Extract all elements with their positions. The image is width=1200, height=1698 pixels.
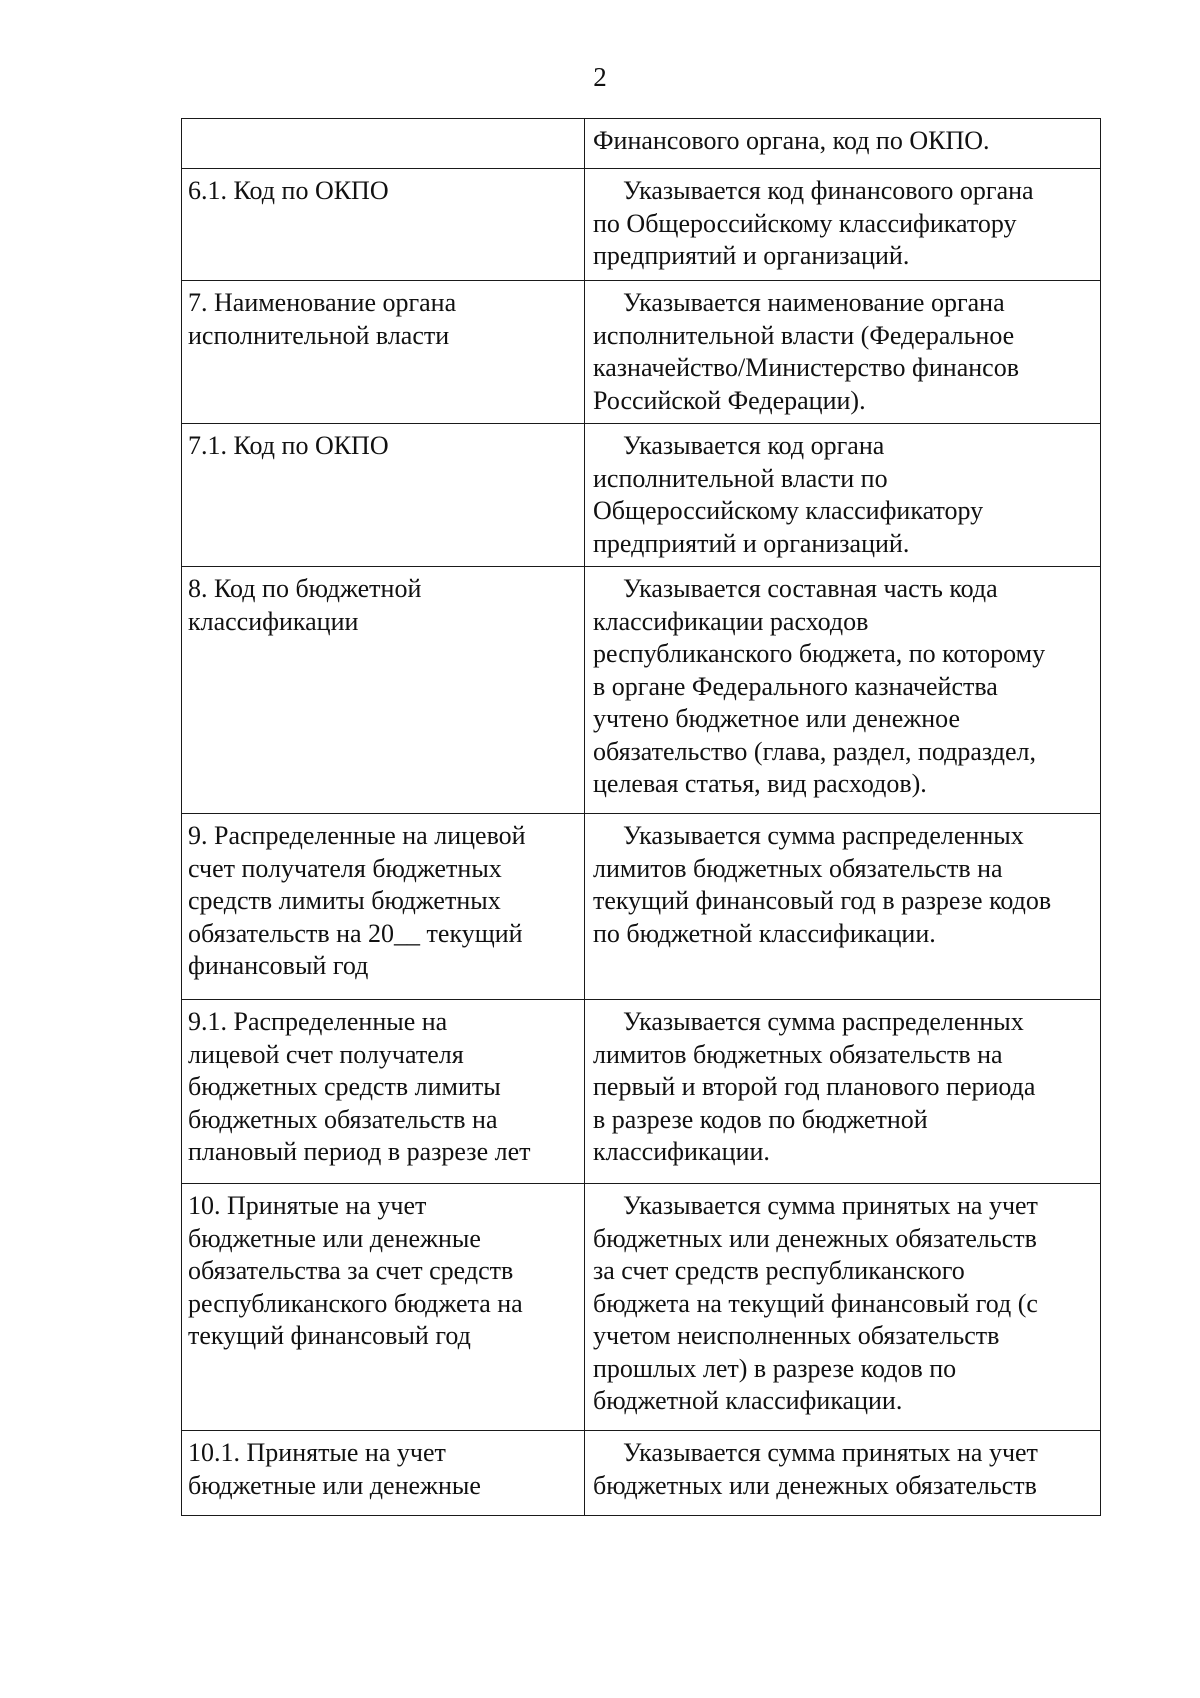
field-name-cell bbox=[182, 1000, 585, 1184]
field-description-text: Указывается сумма распределенных лимитов бюджетных обязательств на текущий финансовый год в разрезе кодов по бюджетной классификации. bbox=[593, 821, 1052, 948]
table-row bbox=[182, 1000, 1101, 1184]
field-description-text: Финансового органа, код по ОКПО. bbox=[593, 126, 990, 155]
field-name-text: 9.1. Распределенные на лицевой счет получателя бюджетных средств лимиты бюджетных обязательств на плановый период в разрезе лет bbox=[188, 1007, 531, 1166]
table-row bbox=[182, 281, 1101, 424]
field-description-cell bbox=[585, 1184, 1101, 1431]
field-description-text: Указывается сумма принятых на учет бюджетных или денежных обязательств за счет средств республиканского бюджета на текущий финансовый год (с учетом неисполненных обязательств прошлых лет) в разрезе кодов по бюджетной классификации. bbox=[593, 1191, 1038, 1415]
field-name-cell bbox=[182, 119, 585, 169]
field-description-cell bbox=[585, 119, 1101, 169]
field-description-text: Указывается код органа исполнительной власти по Общероссийскому классификатору предприятий и организаций. bbox=[593, 431, 984, 558]
field-name-text: 10. Принятые на учет бюджетные или денежные обязательства за счет средств республиканского бюджета на текущий финансовый год bbox=[188, 1191, 523, 1350]
field-description-text: Указывается составная часть кода классификации расходов республиканского бюджета, по которому в органе Федерального казначейства учтено бюджетное или денежное обязательство (глава, раздел, подраздел, целевая статья, вид расходов). bbox=[593, 574, 1046, 798]
field-name-cell bbox=[182, 169, 585, 281]
field-name-cell bbox=[182, 567, 585, 814]
field-name-cell bbox=[182, 281, 585, 424]
field-description-cell bbox=[585, 1431, 1101, 1516]
field-name-text: 9. Распределенные на лицевой счет получателя бюджетных средств лимиты бюджетных обязательств на 20__ текущий финансовый год bbox=[188, 821, 526, 980]
fields-description-table bbox=[181, 118, 1101, 1516]
field-description-text: Указывается сумма распределенных лимитов бюджетных обязательств на первый и второй год планового периода в разрезе кодов по бюджетной классификации. bbox=[593, 1007, 1036, 1166]
table-row bbox=[182, 1431, 1101, 1516]
field-description-text: Указывается сумма принятых на учет бюджетных или денежных обязательств bbox=[593, 1438, 1038, 1500]
field-name-text: 7.1. Код по ОКПО bbox=[188, 431, 389, 460]
field-description-text: Указывается код финансового органа по Общероссийскому классификатору предприятий и организаций. bbox=[593, 176, 1034, 270]
field-description-cell bbox=[585, 424, 1101, 567]
field-name-text: 10.1. Принятые на учет бюджетные или денежные bbox=[188, 1438, 481, 1500]
field-name-cell bbox=[182, 814, 585, 1000]
field-name-text: 7. Наименование органа исполнительной власти bbox=[188, 288, 457, 350]
field-name-cell bbox=[182, 1184, 585, 1431]
field-description-text: Указывается наименование органа исполнительной власти (Федеральное казначейство/Министерство финансов Российской Федерации). bbox=[593, 288, 1019, 415]
field-name-text: 6.1. Код по ОКПО bbox=[188, 176, 389, 205]
field-description-cell bbox=[585, 814, 1101, 1000]
field-name-cell bbox=[182, 1431, 585, 1516]
field-description-cell bbox=[585, 1000, 1101, 1184]
table-row bbox=[182, 1184, 1101, 1431]
table-row bbox=[182, 814, 1101, 1000]
table-row bbox=[182, 567, 1101, 814]
field-description-cell bbox=[585, 169, 1101, 281]
field-description-cell bbox=[585, 281, 1101, 424]
page-number: 2 bbox=[593, 62, 607, 92]
field-description-cell bbox=[585, 567, 1101, 814]
field-name-text: 8. Код по бюджетной классификации bbox=[188, 574, 422, 636]
table-row bbox=[182, 119, 1101, 169]
field-name-cell bbox=[182, 424, 585, 567]
table-row bbox=[182, 169, 1101, 281]
table-row bbox=[182, 424, 1101, 567]
